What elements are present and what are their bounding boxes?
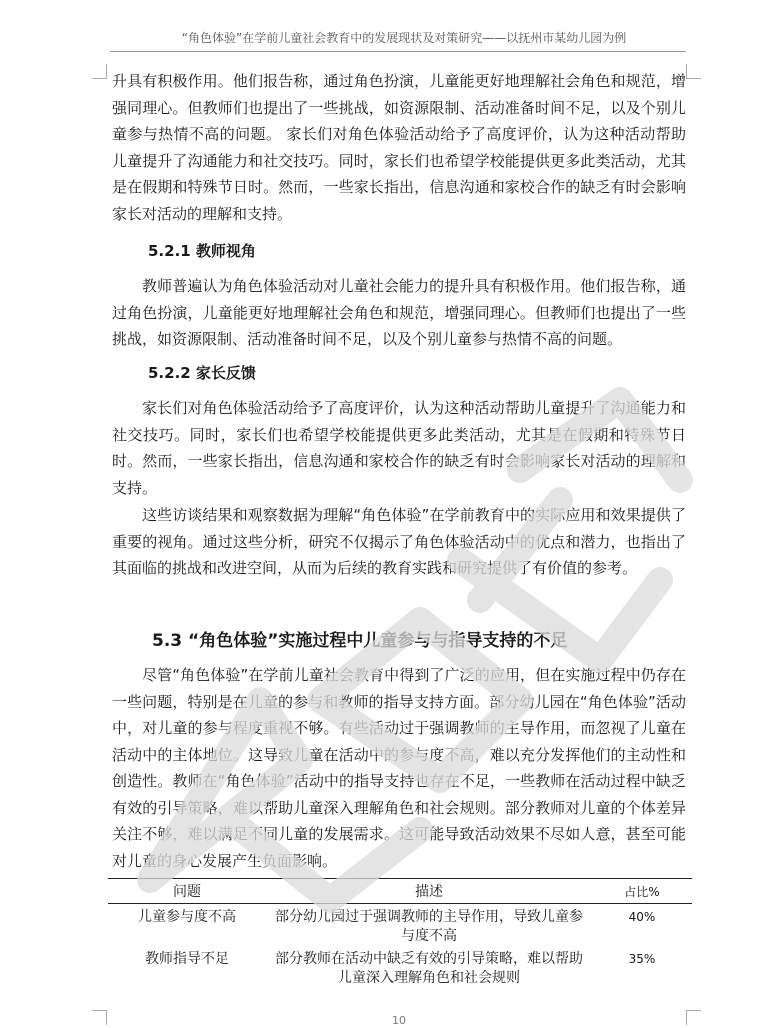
paragraph-summary: 这些访谈结果和观察数据为理解“角色体验”在学前教育中的实际应用和效果提供了重要的视角。通过这些分析，研究不仅揭示了角色体验活动中的优点和潜力，也指出了其面临的挑战和改进空间，从而为后续的教育实践和研究提供了有价值的参考。 (112, 506, 686, 577)
running-header: “角色体验”在学前儿童社会教育中的发展现状及对策研究——以抚州市某幼儿园为例 (181, 31, 627, 45)
issues-table (108, 878, 692, 988)
margin-mark-top-right (686, 64, 701, 79)
table-header-row (108, 879, 692, 904)
table-header-cell: 占比% (592, 879, 692, 904)
table-cell: 教师指导不足 (145, 951, 229, 967)
table-row (108, 946, 692, 988)
header-rule (110, 51, 686, 52)
heading-5-2-1: 5.2.1 教师视角 (148, 242, 256, 260)
table-row (108, 904, 692, 947)
heading-5-3: 5.3 “角色体验”实施过程中儿童参与与指导支持的不足 (152, 631, 568, 651)
table-cell: 40% (628, 910, 656, 924)
table-cell: 35% (628, 952, 656, 966)
paragraph-teacher-view: 教师普遍认为角色体验活动对儿童社会能力的提升具有积极作用。他们报告称，通过角色扮演，儿童能更好地理解社会角色和规范，增强同理心。但教师们也提出了一些挑战，如资源限制、活动准备时间不足，以及个别儿童参与热情不高的问题。 (112, 277, 686, 348)
heading-5-2-2: 5.2.2 家长反馈 (148, 364, 256, 382)
table-cell: 部分教师在活动中缺乏有效的引导策略，难以帮助儿童深入理解角色和社会规则 (275, 951, 583, 986)
table-header-cell: 问题 (108, 879, 266, 904)
table-header-cell: 描述 (266, 879, 592, 904)
margin-mark-bottom-right (686, 1010, 701, 1025)
paragraph-parent-feedback: 家长们对角色体验活动给予了高度评价，认为这种活动帮助儿童提升了沟通能力和社交技巧。同时，家长们也希望学校能提供更多此类活动，尤其是在假期和特殊节日时。然而，一些家长指出，信息沟通和家校合作的缺乏有时会影响家长对活动的理解和支持。 (112, 399, 686, 497)
paragraph-continued: 升具有积极作用。他们报告称，通过角色扮演，儿童能更好地理解社会角色和规范，增强同理心。但教师们也提出了一些挑战，如资源限制、活动准备时间不足，以及个别儿童参与热情不高的问题。 家长们对角色体验活动给予了高度评价，认为这种活动帮助儿童提升了沟通能力和社交技巧。同时，家长们也希望学校能提供更多此类活动，尤其是在假期和特殊节日时。然而，一些家长指出，信息沟通和家校合作的缺乏有时会影响家长对活动的理解和支持。 (112, 72, 686, 223)
table-cell: 儿童参与度不高 (138, 909, 236, 925)
table-cell: 部分幼儿园过于强调教师的主导作用，导致儿童参与度不高 (275, 909, 583, 944)
margin-mark-top-left (92, 64, 107, 79)
margin-mark-bottom-left (92, 1010, 107, 1025)
paragraph-deficiencies: 尽管“角色体验”在学前儿童社会教育中得到了广泛的应用，但在实施过程中仍存在一些问题，特别是在儿童的参与和教师的指导支持方面。部分幼儿园在“角色体验”活动中，对儿童的参与程度重视不够。有些活动过于强调教师的主导作用，而忽视了儿童在活动中的主体地位。这导致儿童在活动中的参与度不高，难以充分发挥他们的主动性和创造性。教师在“角色体验”活动中的指导支持也存在不足，一些教师在活动过程中缺乏有效的引导策略，难以帮助儿童深入理解角色和社会规则。部分教师对儿童的个体差异关注不够，难以满足不同儿童的发展需求。这可能导致活动效果不尽如人意，甚至可能对儿童的身心发展产生负面影响。 (112, 666, 686, 870)
page-number: 10 (392, 1014, 406, 1027)
